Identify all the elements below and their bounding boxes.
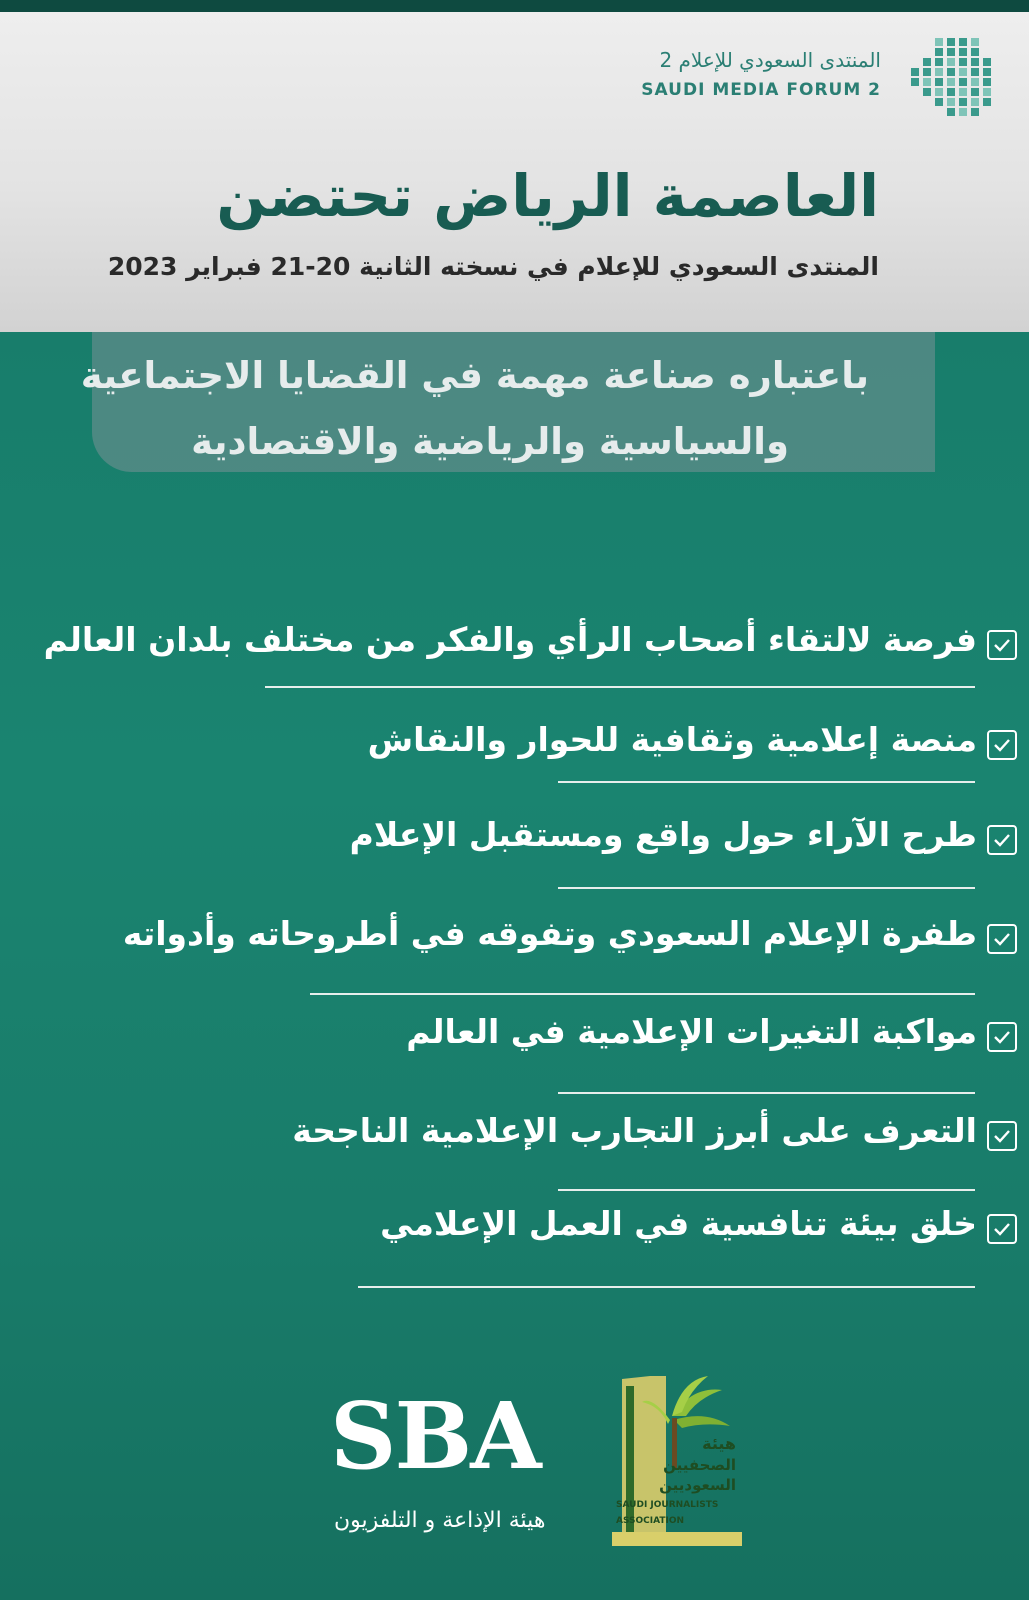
top-strip (0, 0, 1029, 12)
feature-item (0, 1200, 1029, 1260)
forum-logo-english: SAUDI MEDIA FORUM 2 (641, 80, 881, 100)
checkbox-checked-icon (987, 924, 1017, 954)
saudi-journalists-association-logo (612, 1376, 742, 1546)
feature-label: طرح الآراء حول واقع ومستقبل الإعلام (349, 815, 977, 854)
feature-divider (310, 993, 975, 995)
feature-divider (558, 1092, 975, 1094)
tagline-line-2: والسياسية والرياضية والاقتصادية (191, 420, 789, 463)
checkbox-checked-icon (987, 1022, 1017, 1052)
tagline-line-1: باعتباره صناعة مهمة في القضايا الاجتماعية (80, 354, 869, 397)
event-subline: المنتدى السعودي للإعلام في نسخته الثانية 20-21 فبراير 2023 (107, 252, 879, 281)
saudi-media-forum-logo (599, 34, 999, 124)
feature-item (0, 616, 1029, 676)
feature-divider (265, 686, 975, 688)
feature-divider (558, 781, 975, 783)
feature-divider (558, 1189, 975, 1191)
feature-item (0, 1107, 1029, 1167)
feature-item (0, 1008, 1029, 1068)
sja-logo-arabic-2: الصحفيين (663, 1456, 736, 1474)
feature-item (0, 910, 1029, 970)
sja-logo-arabic-3: السعوديين (659, 1476, 736, 1494)
feature-divider (358, 1286, 975, 1288)
feature-label: خلق بيئة تنافسية في العمل الإعلامي (380, 1204, 977, 1243)
dot-grid-logo-icon (899, 34, 999, 124)
sba-logo-caption: هيئة الإذاعة و التلفزيون (334, 1508, 546, 1533)
feature-label: فرصة لالتقاء أصحاب الرأي والفكر من مختلف بلدان العالم (43, 620, 977, 659)
checkbox-checked-icon (987, 1214, 1017, 1244)
checkbox-checked-icon (987, 730, 1017, 760)
sja-logo-english-1: SAUDI JOURNALISTS (616, 1500, 719, 1510)
sja-logo-arabic-1: هيئة (702, 1434, 736, 1453)
feature-divider (558, 887, 975, 889)
sba-logo (330, 1382, 580, 1542)
feature-label: منصة إعلامية وثقافية للحوار والنقاش (367, 720, 977, 759)
sba-logo-mark: SBA (330, 1382, 540, 1490)
feature-label: مواكبة التغيرات الإعلامية في العالم (406, 1012, 977, 1051)
feature-label: طفرة الإعلام السعودي وتفوقه في أطروحاته وأدواته (122, 914, 977, 953)
feature-label: التعرف على أبرز التجارب الإعلامية الناجحة (292, 1111, 977, 1150)
checkbox-checked-icon (987, 630, 1017, 660)
checkbox-checked-icon (987, 1121, 1017, 1151)
checkbox-checked-icon (987, 825, 1017, 855)
forum-logo-arabic: المنتدى السعودي للإعلام 2 (659, 48, 881, 72)
feature-item (0, 811, 1029, 871)
sja-logo-english-2: ASSOCIATION (616, 1516, 685, 1526)
headline: العاصمة الرياض تحتضن (216, 162, 879, 230)
feature-item (0, 716, 1029, 776)
